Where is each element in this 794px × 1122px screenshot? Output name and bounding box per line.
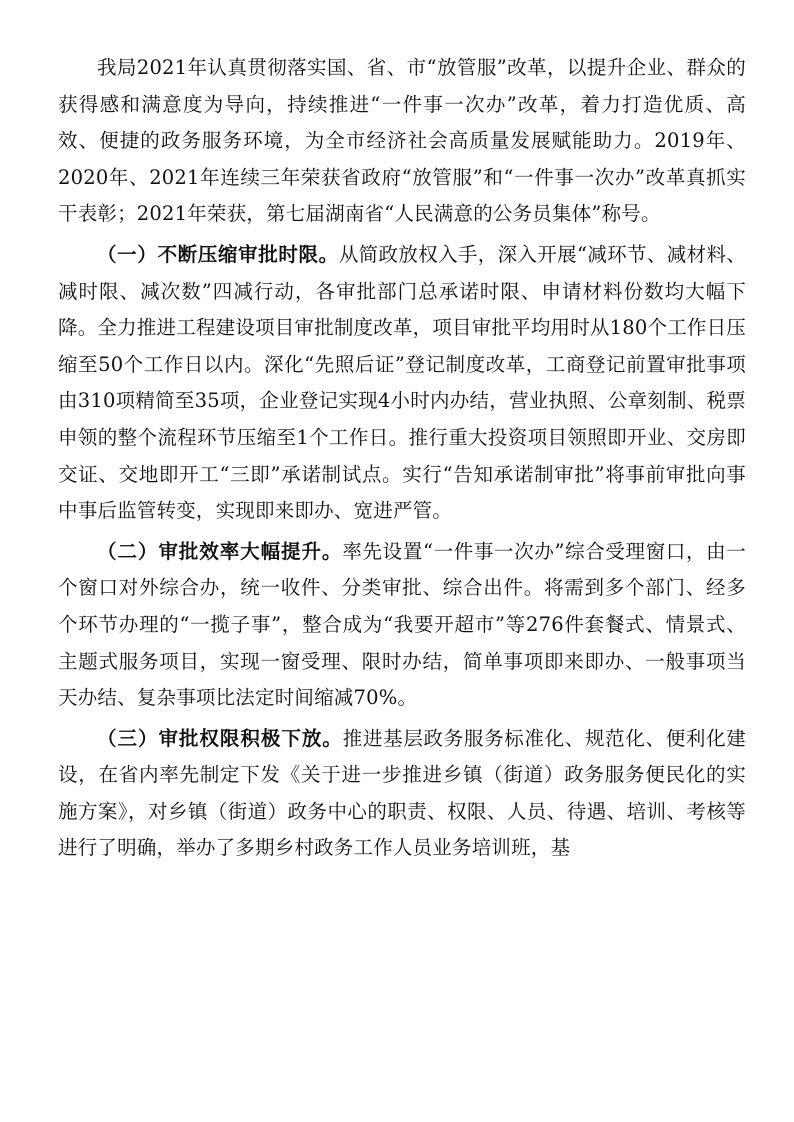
section-3-heading: （三）审批权限积极下放。	[97, 726, 343, 750]
section-2-paragraph	[58, 534, 746, 717]
section-1-heading: （一）不断压缩审批时限。	[97, 242, 339, 266]
intro-paragraph	[58, 50, 746, 233]
section-1-text: 从简政放权入手，深入开展“减环节、减材料、减时限、减次数”四减行动，各审批部门总承诺时限、申请材料份数均大幅下降。全力推进工程建设项目审批制度改革，项目审批平均用时从180个工作日压缩至50个工作日以内。深化“先照后证”登记制度改革，工商登记前置审批事项由310项精简至35项，企业登记实现4小时内办结，营业执照、公章刻制、税票申领的整个流程环节压缩至1个工作日。推行重大投资项目领照即开业、交房即交证、交地即开工“三即”承诺制试点。实行“告知承诺制审批”将事前审批向事中事后监管转变，实现即来即办、宽进严管。	[58, 242, 746, 523]
section-2-heading: （二）审批效率大幅提升。	[97, 539, 343, 563]
section-3-paragraph	[58, 721, 746, 867]
intro-text: 我局2021年认真贯彻落实国、省、市“放管服”改革，以提升企业、群众的获得感和满意度为导向，持续推进“一件事一次办”改革，着力打造优质、高效、便捷的政务服务环境，为全市经济社会高质量发展赋能助力。2019年、2020年、2021年连续三年荣获省政府“放管服”和“一件事一次办”改革真抓实干表彰；2021年荣获，第七届湖南省“人民满意的公务员集体”称号。	[58, 56, 746, 226]
section-1-paragraph	[58, 237, 746, 530]
section-3-text: 推进基层政务服务标准化、规范化、便利化建设，在省内率先制定下发《关于进一步推进乡镇（街道）政务服务便民化的实施方案》，对乡镇（街道）政务中心的职责、权限、人员、待遇、培训、考核等进行了明确，举办了多期乡村政务工作人员业务培训班，基	[58, 726, 746, 860]
section-2-text: 率先设置“一件事一次办”综合受理窗口，由一个窗口对外综合办，统一收件、分类审批、综合出件。将需到多个部门、经多个环节办理的“一揽子事”，整合成为“我要开超市”等276件套餐式、情景式、主题式服务项目，实现一窗受理、限时办结，简单事项即来即办、一般事项当天办结、复杂事项比法定时间缩减70%。	[58, 539, 746, 710]
